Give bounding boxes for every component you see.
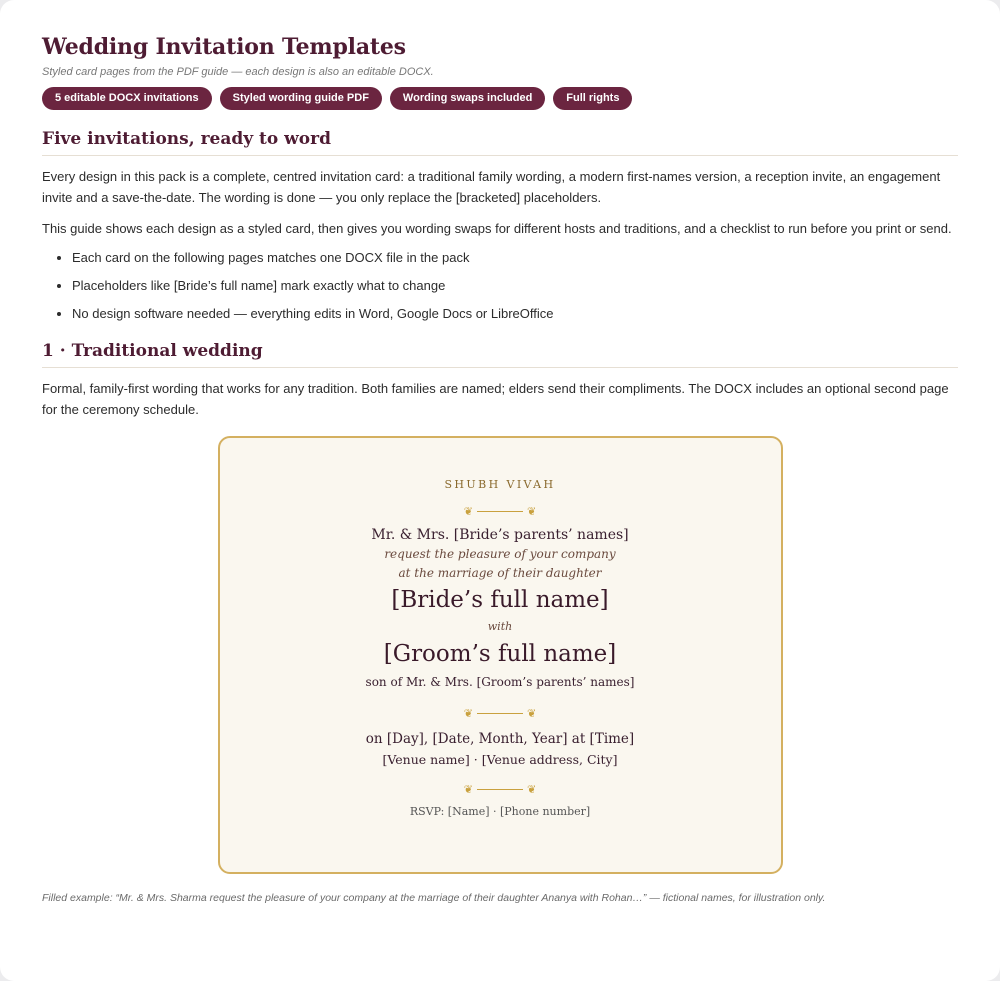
groom-name: [Groom’s full name] <box>383 641 617 667</box>
list-item: • Each card on the following pages matches one DOCX file in the pack <box>72 249 958 267</box>
filled-example-note: Filled example: “Mr. & Mrs. Sharma request the pleasure of your company at the marriage of their daughter Ananya with Rohan…” — fictional names, for illustration only. <box>42 892 826 904</box>
pill-docx-invitations: 5 editable DOCX invitations <box>42 87 212 110</box>
bride-name: [Bride’s full name] <box>391 587 609 613</box>
ornament-divider <box>220 705 781 721</box>
ornament-divider <box>220 503 781 519</box>
list-item: • No design software needed — everything edits in Word, Google Docs or LibreOffice <box>72 305 958 323</box>
divider-line <box>477 511 523 512</box>
rsvp-line: RSVP: [Name] · [Phone number] <box>409 805 591 818</box>
ornament-icon: ❦ <box>527 504 537 518</box>
groom-parents: son of Mr. & Mrs. [Groom’s parents’ names] <box>365 675 635 689</box>
event-datetime: on [Day], [Date, Month, Year] at [Time] <box>365 731 635 747</box>
event-venue: [Venue name] · [Venue address, City] <box>382 752 618 767</box>
pill-wording-guide: Styled wording guide PDF <box>220 87 382 110</box>
page-subtitle: Styled card pages from the PDF guide — each design is also an editable DOCX. <box>42 66 434 78</box>
page-title: Wedding Invitation Templates <box>42 34 406 60</box>
ornament-divider <box>220 781 781 797</box>
intro-bullet-list <box>42 249 958 323</box>
section-1-description: Formal, family-first wording that works for any tradition. Both families are named; elders send their compliments. The DOCX includes an optional second page for the ceremony schedule. <box>42 381 949 417</box>
intro-paragraph-2: This guide shows each design as a styled card, then gives you wording swaps for different hosts and traditions, and a checklist to run before you print or send. <box>42 221 952 236</box>
ornament-icon: ❦ <box>463 782 473 796</box>
invitation-card <box>218 436 783 874</box>
request-line-2: at the marriage of their daughter <box>398 566 602 580</box>
pill-full-rights: Full rights <box>553 87 632 110</box>
divider-line <box>477 713 523 714</box>
request-line-1: request the pleasure of your company <box>384 547 616 561</box>
ornament-icon: ❦ <box>463 504 473 518</box>
list-item: • Placeholders like [Bride’s full name] mark exactly what to change <box>72 277 958 295</box>
bride-parents: Mr. & Mrs. [Bride’s parents’ names] <box>371 527 629 543</box>
with-connector: with <box>487 620 513 633</box>
pill-wording-swaps: Wording swaps included <box>390 87 545 110</box>
intro-heading: Five invitations, ready to word <box>42 129 958 156</box>
ornament-icon: ❦ <box>527 706 537 720</box>
divider-line <box>477 789 523 790</box>
feature-pills <box>42 87 958 110</box>
section-1-heading: 1 · Traditional wedding <box>42 341 958 368</box>
ornament-icon: ❦ <box>463 706 473 720</box>
intro-paragraph-1: Every design in this pack is a complete, centred invitation card: a traditional family wording, a modern first-names version, a reception invite, an engagement invite and a save-the-date. The wording is done — you only replace the [bracketed] placeholders. <box>42 169 941 205</box>
ornament-icon: ❦ <box>527 782 537 796</box>
card-eyebrow: SHUBH VIVAH <box>444 478 556 491</box>
